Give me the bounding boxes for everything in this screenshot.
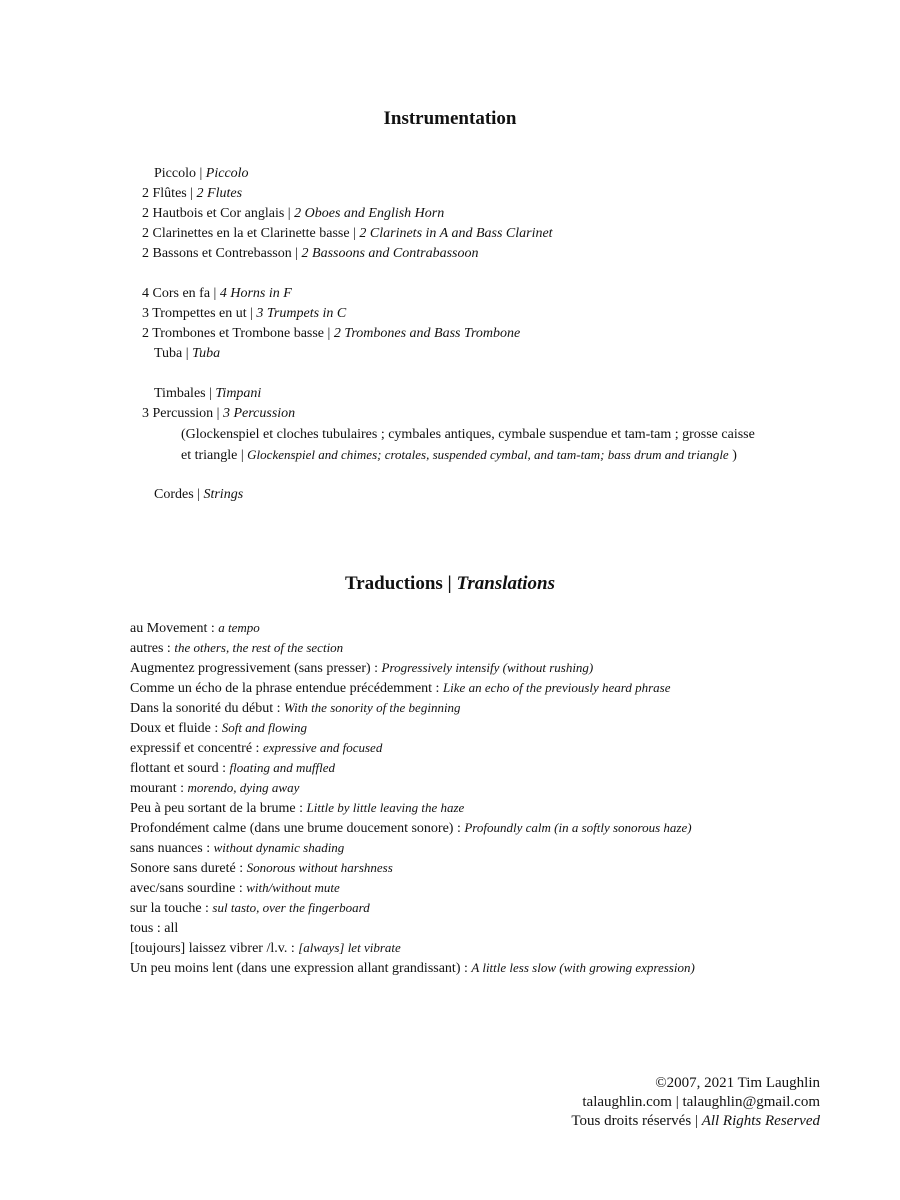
rights-line: Tous droits réservés | All Rights Reserved — [571, 1113, 820, 1129]
instrument-line: 2 Bassons et Contrebasson | 2 Bassoons and Contrabassoon — [142, 246, 479, 261]
translation-line: Comme un écho de la phrase entendue précédemment : Like an echo of the previously heard phrase — [130, 680, 671, 696]
translation-line: Un peu moins lent (dans une expression allant grandissant) : A little less slow (with growing expression) — [130, 960, 695, 976]
instrument-line: Timbales | Timpani — [154, 386, 262, 401]
translations-title: Traductions | Translations — [344, 573, 556, 594]
translation-line: Profondément calme (dans une brume doucement sonore) : Profoundly calm (in a softly sonorous haze) — [130, 820, 692, 836]
translation-line: mourant : morendo, dying away — [130, 780, 300, 796]
instrument-line: 2 Hautbois et Cor anglais | 2 Oboes and English Horn — [142, 206, 445, 221]
contact-line: talaughlin.com | talaughlin@gmail.com — [582, 1094, 820, 1110]
translation-line: avec/sans sourdine : with/without mute — [130, 880, 340, 896]
instrument-line: 2 Trombones et Trombone basse | 2 Trombones and Bass Trombone — [142, 326, 521, 341]
translation-line: Augmentez progressivement (sans presser) : Progressively intensify (without rushing) — [130, 660, 594, 676]
translation-line: expressif et concentré : expressive and focused — [130, 740, 383, 756]
translation-line: sans nuances : without dynamic shading — [130, 840, 345, 856]
instrument-line: 3 Percussion | 3 Percussion — [142, 406, 296, 421]
translation-line: [toujours] laissez vibrer /l.v. : [always] let vibrate — [130, 940, 401, 956]
instrument-line: Cordes | Strings — [154, 487, 244, 502]
instrument-line: 4 Cors en fa | 4 Horns in F — [142, 286, 292, 301]
percussion-detail: (Glockenspiel et cloches tubulaires ; cymbales antiques, cymbale suspendue et tam-tam ; grosse caisse — [181, 427, 755, 442]
translation-line: flottant et sourd : floating and muffled — [130, 760, 335, 776]
translation-line: tous : all — [130, 921, 179, 936]
copyright: ©2007, 2021 Tim Laughlin — [655, 1075, 820, 1091]
translation-line: au Movement : a tempo — [130, 620, 260, 636]
translation-line: autres : the others, the rest of the section — [130, 640, 344, 656]
percussion-detail: et triangle | Glockenspiel and chimes; crotales, suspended cymbal, and tam-tam; bass drum and triangle ) — [181, 447, 737, 463]
translation-line: Sonore sans dureté : Sonorous without harshness — [130, 860, 393, 876]
translation-line: sur la touche : sul tasto, over the fingerboard — [130, 900, 370, 916]
instrument-line: 2 Clarinettes en la et Clarinette basse | 2 Clarinets in A and Bass Clarinet — [142, 226, 553, 241]
instrumentation-title: Instrumentation — [383, 108, 517, 129]
instrument-line: Tuba | Tuba — [154, 346, 221, 361]
translation-line: Doux et fluide : Soft and flowing — [130, 720, 307, 736]
instrument-line: Piccolo | Piccolo — [154, 166, 249, 181]
translation-line: Dans la sonorité du début : With the sonority of the beginning — [130, 700, 461, 716]
instrument-line: 3 Trompettes en ut | 3 Trumpets in C — [142, 306, 347, 321]
translation-line: Peu à peu sortant de la brume : Little by little leaving the haze — [130, 800, 465, 816]
instrument-line: 2 Flûtes | 2 Flutes — [142, 186, 243, 201]
